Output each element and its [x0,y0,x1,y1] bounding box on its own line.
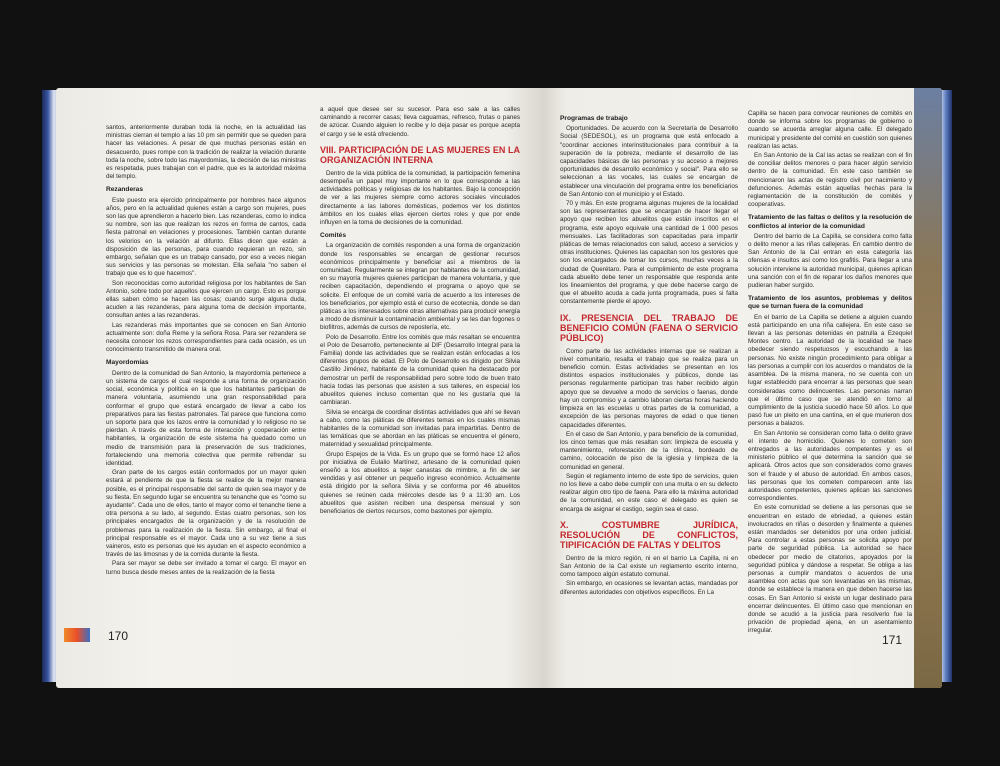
paragraph: Gran parte de los cargos están conformados por un mayor quien estará al pendiente de que la fiesta se realice de la mejor manera posible, es el principal responsable del santo de quien sea mayor y de su fiesta. En segundo lugar se encuentra su tenanche que es "como su ayudante". Cada uno de ellos, tanto el mayor como el tenanche tiene a otra persona a su lado, al segundo. Estas cuatro personas, son los principales encargados de la organización y de la resolución de problemas para la realización de la fiesta. Sin embargo, al final el principal responsable es el mayor. Cada uno a su vez tiene a sus vaineros, esto es personas que les ayudan en el aspecto económico a través de las limosnas y de la comida durante la fiesta. [106,469,306,559]
paragraph: Dentro del barrio de La Capilla, se considera como falta o delito menor a las riñas callejeras. En cambio dentro de San Antonio de la Cal entran en esta categoría las ofensas e insultos así como los grafitis. Para llegar a una solución interviene la autoridad municipal, quienes aplican una sanción con el fin de reparar los daños menores que pudieran haber surgido. [748,232,912,290]
subheading: Tratamiento de las faltas o delitos y la resolución de conflictos al interior de la comunidad [748,214,912,230]
paragraph: Silvia se encarga de coordinar distintas actividades que ahí se llevan a cabo, como las pláticas de diferentes temas en los cuales mismas habitantes de la comunidad son invitadas para impartirlas. Dentro de las temáticas que se abordan en las pláticas se encuentra el género, maternidad y sexualidad principalmente. [320,408,520,449]
subheading: Mayordomías [106,359,149,367]
paragraph: santos, anteriormente duraban toda la noche, en la actualidad las ministras cierran el templo a las 10 pm sin permitir que se queden para hacer las velaciones. A pesar de que muchas personas están en desacuerdo, pues rompe con la tradición de realizar la velación durante toda la noche, sobre todo las mayordomías, la decisión de las ministras es respetada, pues trabajan con el padre, que es la autoridad máxima del templo. [106,124,306,181]
paragraph: Grupo Espejos de la Vida. Es un grupo que se formó hace 12 años por iniciativa de Eulalio Martínez, artesano de la comunidad quien enseñó a los abuelitos a tejer canastas de mimbre, a fin de ser vendidas y así obtener un pequeño ingreso económico. Actualmente está dirigido por la señora Silvia y se conforma por 46 abuelitos quienes se reúnen cada miércoles desde las 9 a 11:30 am. Los abuelitos que asisten reciben una despensa mensual y son beneficiarios de ciertos recursos, como bastones por ejemplo. [320,450,520,515]
paragraph: Oportunidades. De acuerdo con la Secretaría de Desarrollo Social (SEDESOL), es un programa que está enfocado a "coordinar acciones interinstitucionales para contribuir a la superación de la pobreza, mediante el desarrollo de las capacidades básicas de las personas y su acceso a mejores oportunidades de desarrollo económico y social". Para ello se seleccionan a las vocales, las cuales se encargan de establecer una vinculación del programa entre los beneficiarios de San Antonio con el municipio y el Estado. [560,125,738,198]
right-column-2 [748,110,912,637]
paragraph: En San Antonio de la Cal las actas se realizan con el fin de conciliar delitos menores o para hacer algún servicio dentro de la comunidad. En este caso también se mencionaron las actas de registro civil por nacimiento y defunciones. Además están aquellas hechas para la reglamentación de la constitución de comités y cooperativas. [748,152,912,209]
section-heading: X. COSTUMBRE JURÍDICA, RESOLUCIÓN DE CONFLICTOS, TIPIFICACIÓN DE FALTAS Y DELITOS [560,519,738,550]
subheading: Comités [320,232,347,240]
section-heading: VIII. PARTICIPACIÓN DE LAS MUJERES EN LA ORGANIZACIÓN INTERNA [320,144,520,165]
paragraph: Dentro de la micro región, ni en el barrio La Capilla, ni en San Antonio de la Cal existe un reglamento escrito interno, como tampoco algún estatuto comunal. [560,554,738,579]
left-column-2 [320,106,520,517]
subheading: Rezanderas [106,186,144,194]
paragraph: Dentro de la comunidad de San Antonio, la mayordomía pertenece a un sistema de cargos el cual responde a una forma de organización social, económica y política en la que los habitantes participan de manera voluntaria, asumiendo una gran responsabilidad para conformar el grupo que estará encargado de llevar a cabo los preparativos para las fiestas patronales. Tal parece que funciona como un soporte para que los lazos entre la comunidad y lo religioso no se pierdan. A través de esta forma de interacción y cooperación entre habitantes, la organización de este sistema ha quedado como un medio de transmisión para la preservación de sus tradiciones, fortaleciendo una memoria colectiva que permite refrendar su identidad. [106,369,306,467]
paragraph: En San Antonio se consideran como falta o delito grave el intento de homicidio. Quienes lo cometen son entregados a las autoridades competentes y es el ministerio público el que determina la sanción que se aplicará. Otros actos que son considerados como graves son el fraude y el abuso de autoridad. En ambos casos, las personas que los cometen comparecen ante las autoridades competentes, quienes aplican las sanciones correspondientes. [748,429,912,503]
paragraph: Como parte de las actividades internas que se realizan a nivel comunitario, resalta el trabajo que se realiza para un beneficio común. Estas actividades se presentan en los distintos espacios institucionales y públicos, donde las personas regularmente participan tras haber recibido algún apoyo que se devuelve a modo de servicios o faenas, donde hay un compromiso y a cambio laboran ciertas horas haciendo limpieza en las escuelas u otras partes de la comunidad, a excepción de las personas mayores de edad o que tienen capacidades diferentes. [560,347,738,429]
left-column-1 [106,124,306,578]
book-spread [42,88,947,688]
decorative-color-mark [64,628,90,642]
left-page [56,88,544,688]
paragraph: Sin embargo, en ocasiones se levantan actas, mandadas por diferentes autoridades con objetivos específicos. En La [560,580,738,596]
paragraph: Según el reglamento interno de este tipo de servicios, quien no los lleve a cabo debe cumplir con una multa o en su defecto realizar algún otro tipo de faena. Para ello la máxima autoridad de la comunidad, en este caso el delegado es quien se encarga de asignar el castigo, según sea el caso. [560,472,738,513]
right-page [542,88,942,688]
paragraph: En este comunidad se detiene a las personas que se encuentran en estado de ebriedad, a quienes están involucrados en riñas o desorden y finalmente a quienes están mandados ser detenidos por una orden judicial. Para controlar a estas personas se solicita apoyo por parte de seguridad pública. La autoridad se hace obedecer por medio de citatorios, apoyados por la seguridad pública y dándose a respetar. Se obliga a las personas a cumplir mandatos o acuerdos de una asamblea con actas que son levantadas en las mismas, donde se establece la manera en que deben hacerse las cosas. En San Antonio sí existe un lugar destinado para encerrar delincuentes. El último caso que mencionan en donde se acudió a la justicia para resolverlo fue la privación de propiedad ajena, en un asentamiento irregular. [748,504,912,635]
section-heading: IX. PRESENCIA DEL TRABAJO DE BENEFICIO COMÚN (FAENA O SERVICIO PÚBLICO) [560,312,738,343]
paragraph: Son reconocidas como autoridad religiosa por los habitantes de San Antonio, sobre todo por aquellos que ejercen un cargo. Esto es porque ellas saben cómo se hacen las cosas; cuando surge alguna duda, acuden a las rezanderas, para alguna toma de decisión importante, consultan antes a las rezanderas. [106,279,306,320]
paragraph: Para ser mayor se debe ser invitado a tomar el cargo. El mayor en turno busca desde meses antes de la realización de la fiesta [106,560,306,576]
subheading: Tratamiento de los asuntos, problemas y delitos que se turnan fuera de la comunidad [748,295,912,311]
page-number: 170 [108,629,129,643]
page-number: 171 [882,633,903,647]
subheading: Programas de trabajo [560,115,628,122]
paragraph: La organización de comités responden a una forma de organización donde los responsables se encargan de gestionar recursos económicos principalmente y beneficiar así a miembros de la comunidad. Regularmente se integran por habitantes de la comunidad, en su mayoría mujeres quienes participan de manera voluntaria, y que reciben capacitación, dependiendo el programa o apoyo que se solicite. El enfoque de un comité varía de acuerdo a los intereses de los beneficiarios, por ejemplo está el curso de ecotecnia, donde se dan pláticas a los interesados sobre otras alternativas para producir energía a modo de disminuir la contaminación ambiental y se les dan fogones o biofiltros, además de cursos de repostería, etc. [320,242,520,332]
landscape-photo-strip [914,88,942,688]
paragraph: Las rezanderas más importantes que se conocen en San Antonio actualmente son: doña Reme y la señora Rosa. Para ser rezandera se necesita conocer los rezos correspondientes para cada ocasión, es un conocimiento transmitido de manera oral. [106,321,306,354]
paragraph: Dentro de la vida pública de la comunidad, la participación femenina desempeña un papel muy importante en lo que corresponde a las actividades políticas y religiosas de los habitantes. Bajo la concepción de ver a las mujeres siempre como actores sociales vinculados directamente a las labores domésticas, podemos ver los distintos ámbitos en los cuales ellas ejercen ciertos roles y que por ende influyen en la toma de decisiones de la comunidad. [320,169,520,227]
paragraph: En el caso de San Antonio, y para beneficio de la comunidad, los cinco temas que más resaltan son: limpieza de escuela y mantenimiento, reforestación de la clínica, bordeado de camino, colocación de piso de la iglesia y limpieza de la comunidad en general. [560,430,738,471]
paragraph: a aquel que desee ser su sucesor. Para eso sale a las calles caminando a recorrer casas; lleva caguamas, refresco, frutas o panes de azúcar. Cuando alguien lo recibe y lo deja pasar es porque acepta el cargo y se le está ofreciendo. [320,106,520,138]
paragraph: Polo de Desarrollo. Entre los comités que más resaltan se encuentra el Polo de Desarrollo, perteneciente al DIF (Desarrollo Integral para la Familia) donde las actividades que se realizan están enfocadas a los diferentes grupos de edad. El Polo de Desarrollo es dirigido por Silvia Castillo Jiménez, habitante de la comunidad quien ha destacado por demostrar un perfil de responsabilidad pero sobre todo de buen trato hacia todas las personas que asisten a sus talleres, en especial los abuelitos quienes incluso comentan que no les gustaría que la cambiaran. [320,333,520,407]
paragraph: En el barrio de La Capilla se detiene a alguien cuando está participando en una riña callejera. En este caso se llevan a las personas detenidas en patrulla a Ezequiel Montes centro. La autoridad de la localidad se hace obedecer siendo respetuosos y escuchando a las personas. No existe ningún procedimiento para obligar a las personas a cumplir con los acuerdos o mandatos de la asamblea. De la misma manera, no se cuenta con un lugar establecido para encerrar a las personas que sean consideradas como delincuentes. Las personas narran que el último caso que se atendió en torno al cumplimiento de la justicia sucedió hace 50 años. Lo que pasó fue un pleito en una cantina, en el que murieron dos personas a balazos. [748,313,912,428]
paragraph: 70 y más. En este programa algunas mujeres de la localidad son las representantes que se encargan de hacer llegar el apoyo que reciben los abuelitos que están inscritos en el programa, este apoyo equivale una cantidad de 1 000 pesos mensuales. Las facilitadoras son capacitadas para impartir pláticas de temas relacionados con salud, acceso a servicios y otras instituciones. Quienes las capacitan son los gestores que son los encargados de tomar los cursos, muchas veces a la ciudad de Querétaro. Para el cumplimiento de este programa cada abuelito debe tener un responsable que responda ante los lineamientos del programa, y que debe hacerse cargo de que el abuelito acuda a cada junta programada, pues si falta constantemente pierde el apoyo. [560,200,738,306]
right-column-1 [560,110,738,598]
paragraph: Este puesto era ejercido principalmente por hombres hace algunos años, pero en la actualidad quienes están a cargo son mujeres, pues son las que aprendieron a hacerlo bien. Las rezanderas, como lo indica su nombre, son las que realizan los rezos en forma de cantos, cada fiesta patronal en velaciones y procesiones. También cantan durante los velorios en la velación al difunto. Ellas dicen que están a disposición de las personas, para cuando requieran un rezo, sin embargo, señalan que es un trabajo cansado, por eso a veces niegan sus servicios y las personas se molestan. Ella señala "no saben el trabajo que es lo que hacemos". [106,196,306,278]
paragraph: Capilla se hacen para convocar reuniones de comités en donde se informa sobre los programas de gobierno o cuando se acuerda arreglar alguna calle. El delegado municipal y presidente del comité en cuestión son quienes realizan las actas. [748,110,912,150]
